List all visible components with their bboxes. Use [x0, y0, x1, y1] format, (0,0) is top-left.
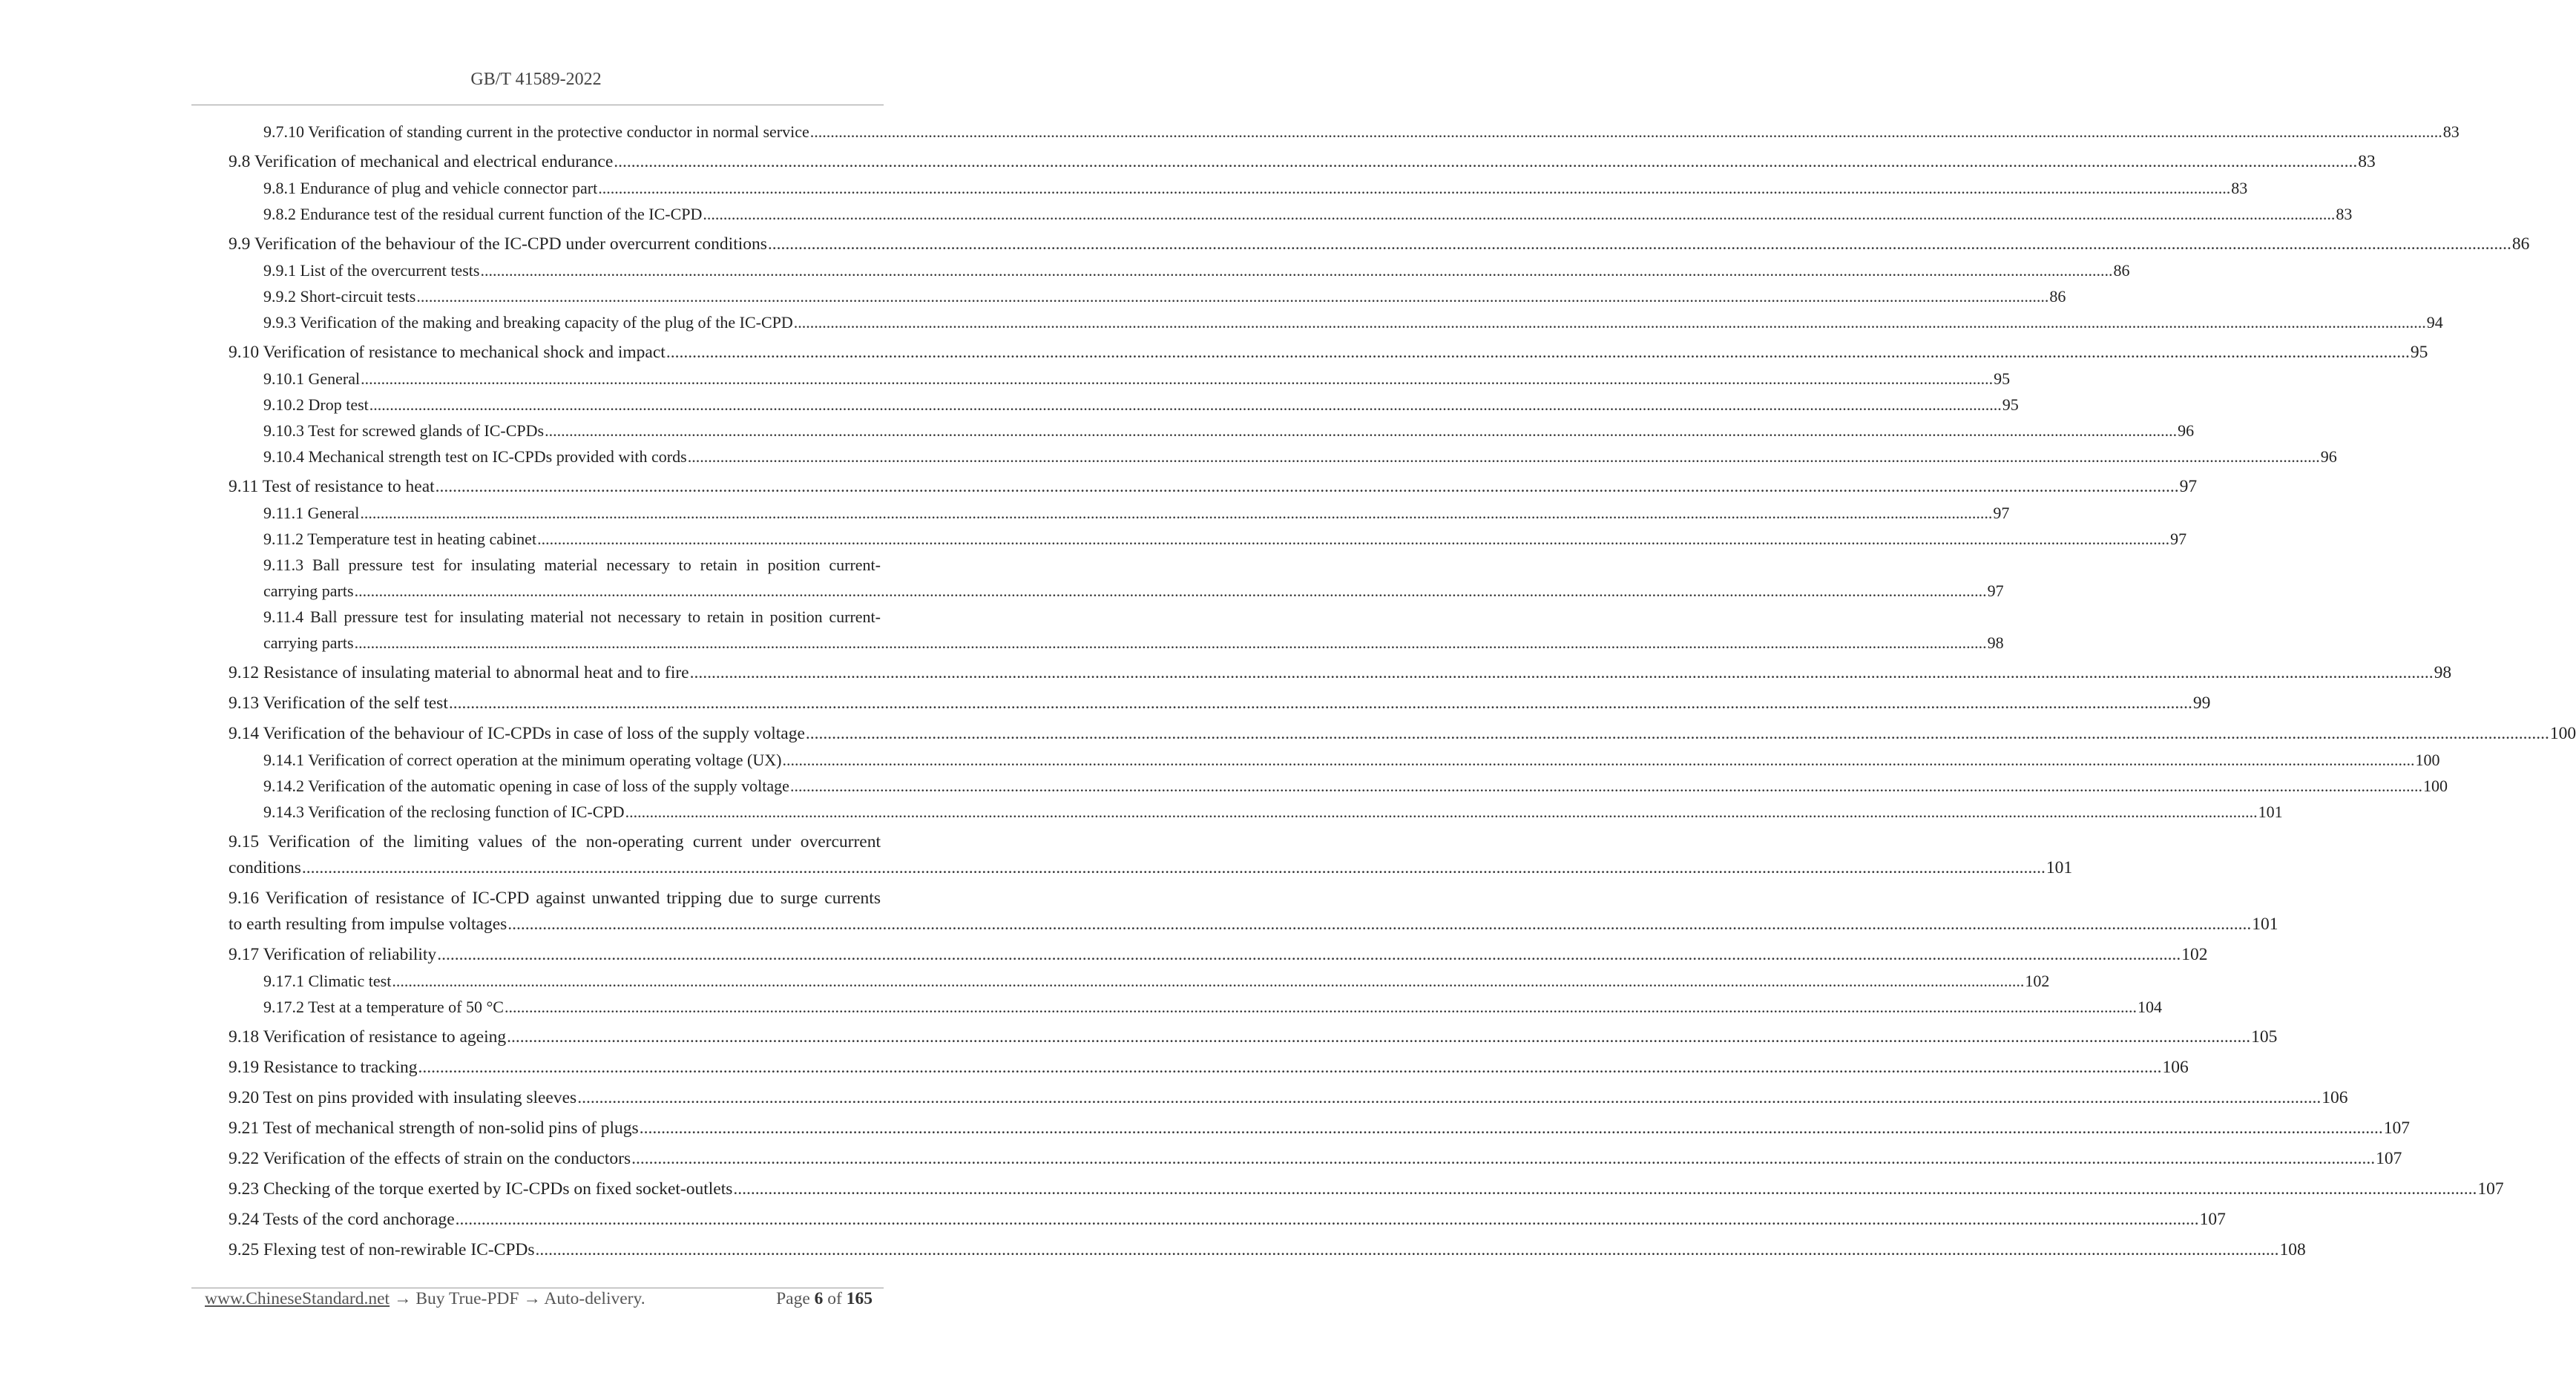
toc-dot-leader: ................................................................................................................................................................................................................................................................................................................................................................................................................ — [437, 945, 2181, 964]
toc-entry[interactable] — [229, 912, 2278, 938]
toc-dot-leader: ................................................................................................................................................................................................................................................................................................................................................................................................................ — [809, 122, 2442, 141]
toc-entry-title: 9.13 Verification of the self test — [229, 694, 448, 713]
toc-dot-leader: ................................................................................................................................................................................................................................................................................................................................................................................................................ — [537, 530, 2170, 548]
toc-entry-title: 9.20 Test on pins provided with insulating sleeves — [229, 1088, 577, 1107]
toc-entry-title: 9.21 Test of mechanical strength of non-solid pins of plugs — [229, 1119, 639, 1138]
toc-entry[interactable] — [263, 500, 2010, 526]
toc-entry[interactable] — [229, 1055, 2189, 1081]
toc-dot-leader: ................................................................................................................................................................................................................................................................................................................................................................................................................ — [354, 582, 1987, 600]
toc-dot-leader: ................................................................................................................................................................................................................................................................................................................................................................................................................ — [535, 1240, 2279, 1259]
toc-page-number: 86 — [2049, 287, 2066, 306]
toc-page-number: 83 — [2442, 122, 2460, 141]
toc-entry[interactable] — [229, 855, 2073, 881]
toc-entry[interactable] — [229, 1176, 2504, 1202]
toc-page-number: 102 — [2181, 945, 2208, 964]
toc-entry-title: 9.9.1 List of the overcurrent tests — [263, 261, 480, 280]
toc-page-number: 106 — [2322, 1088, 2348, 1107]
toc-dot-leader: ................................................................................................................................................................................................................................................................................................................................................................................................................ — [805, 724, 2549, 743]
toc-dot-leader: ................................................................................................................................................................................................................................................................................................................................................................................................................ — [480, 261, 2113, 280]
toc-dot-leader: ................................................................................................................................................................................................................................................................................................................................................................................................................ — [703, 205, 2336, 223]
toc-entry-title: 9.10 Verification of resistance to mechanical shock and impact — [229, 343, 666, 362]
toc-dot-leader: ................................................................................................................................................................................................................................................................................................................................................................................................................ — [689, 663, 2434, 682]
toc-dot-leader: ................................................................................................................................................................................................................................................................................................................................................................................................................ — [301, 858, 2046, 877]
toc-entry[interactable] — [263, 366, 2011, 392]
toc-entry[interactable] — [229, 1146, 2402, 1172]
toc-dot-leader: ................................................................................................................................................................................................................................................................................................................................................................................................................ — [369, 395, 2002, 414]
toc-entry-title: 9.9.3 Verification of the making and breaking capacity of the plug of the IC-CPD — [263, 313, 793, 332]
toc-entry-title: 9.14.1 Verification of correct operation at the minimum operating voltage (UX) — [263, 751, 782, 769]
toc-dot-leader: ................................................................................................................................................................................................................................................................................................................................................................................................................ — [614, 152, 2358, 171]
toc-entry[interactable] — [229, 1024, 2278, 1050]
toc-entry-title: 9.14 Verification of the behaviour of IC-CPDs in case of loss of the supply voltage — [229, 724, 805, 743]
toc-entry[interactable] — [229, 1207, 2226, 1233]
toc-entry-text-line: 9.11.3 Ball pressure test for insulating material necessary to retain in position current- — [263, 556, 881, 574]
toc-entry-title: 9.25 Flexing test of non-rewirable IC-CPDs — [229, 1240, 535, 1259]
toc-entry[interactable] — [229, 231, 2530, 257]
toc-entry-title: 9.17 Verification of reliability — [229, 945, 437, 964]
toc-entry-title: 9.11 Test of resistance to heat — [229, 477, 435, 496]
toc-entry[interactable] — [263, 747, 2440, 773]
toc-page-number: 100 — [2422, 777, 2448, 795]
toc-dot-leader: ................................................................................................................................................................................................................................................................................................................................................................................................................ — [631, 1149, 2376, 1168]
total-pages-number: 165 — [846, 1289, 873, 1308]
toc-entry-title: 9.19 Resistance to tracking — [229, 1058, 418, 1077]
toc-entry-text-line: 9.16 Verification of resistance of IC-CPD against unwanted tripping due to surge currents — [229, 889, 881, 908]
page-label: Page — [776, 1289, 810, 1308]
toc-page-number: 108 — [2279, 1240, 2306, 1259]
toc-page-number: 97 — [2179, 477, 2198, 496]
toc-page-number: 83 — [2336, 205, 2353, 223]
toc-entry-title: 9.18 Verification of resistance to ageing — [229, 1027, 507, 1047]
toc-entry-text-line: 9.11.4 Ball pressure test for insulating material not necessary to retain in position current- — [263, 607, 881, 626]
toc-entry[interactable] — [229, 660, 2452, 686]
toc-entry-text-line: 9.15 Verification of the limiting values of the non-operating current under overcurrent — [229, 832, 881, 851]
toc-entry-title: 9.9.2 Short-circuit tests — [263, 287, 416, 306]
toc-page-number: 107 — [2383, 1119, 2410, 1138]
toc-entry[interactable] — [229, 149, 2376, 175]
toc-dot-leader: ................................................................................................................................................................................................................................................................................................................................................................................................................ — [767, 234, 2511, 254]
toc-page-number: 102 — [2025, 972, 2050, 990]
toc-page-number: 107 — [2477, 1179, 2504, 1199]
toc-entry[interactable] — [263, 968, 2050, 994]
toc-page-number: 86 — [2511, 234, 2530, 254]
toc-dot-leader: ................................................................................................................................................................................................................................................................................................................................................................................................................ — [360, 504, 1993, 522]
toc-page-number: 106 — [2162, 1058, 2189, 1077]
toc-entry[interactable] — [263, 994, 2162, 1020]
document-number: GB/T 41589-2022 — [470, 70, 602, 89]
toc-entry-title: 9.11.2 Temperature test in heating cabinet — [263, 530, 537, 548]
toc-entry-title: 9.10.1 General — [263, 369, 361, 388]
toc-entry[interactable] — [229, 691, 2211, 716]
toc-page-number: 97 — [1987, 582, 2004, 600]
toc-page-number: 101 — [2258, 803, 2283, 821]
toc-page-number: 96 — [2178, 421, 2195, 440]
toc-dot-leader: ................................................................................................................................................................................................................................................................................................................................................................................................................ — [687, 447, 2320, 466]
toc-page-number: 94 — [2426, 313, 2443, 332]
buy-pdf-text: Buy True-PDF — [415, 1289, 519, 1308]
toc-entry-title: 9.10.3 Test for screwed glands of IC-CPDs — [263, 421, 545, 440]
toc-entry-title: 9.22 Verification of the effects of strain on the conductors — [229, 1149, 631, 1168]
toc-entry-title: 9.14.3 Verification of the reclosing function of IC-CPD — [263, 803, 625, 821]
toc-page-number: 83 — [2358, 152, 2376, 171]
toc-entry[interactable] — [263, 283, 2066, 309]
toc-page-number: 95 — [2002, 395, 2019, 414]
toc-dot-leader: ................................................................................................................................................................................................................................................................................................................................................................................................................ — [625, 803, 2258, 821]
toc-entry-title: 9.8 Verification of mechanical and electrical endurance — [229, 152, 614, 171]
toc-dot-leader: ................................................................................................................................................................................................................................................................................................................................................................................................................ — [545, 421, 2178, 440]
toc-entry-title: 9.14.2 Verification of the automatic opening in case of loss of the supply voltage — [263, 777, 789, 795]
toc-page-number: 101 — [2252, 915, 2278, 934]
toc-entry[interactable] — [229, 1237, 2306, 1263]
toc-page-number: 83 — [2231, 179, 2248, 197]
toc-dot-leader: ................................................................................................................................................................................................................................................................................................................................................................................................................ — [666, 343, 2410, 362]
toc-page-number: 95 — [2410, 343, 2428, 362]
toc-entry-title: 9.10.2 Drop test — [263, 395, 369, 414]
page-counter — [776, 1289, 873, 1309]
toc-page-number: 100 — [2415, 751, 2440, 769]
site-link[interactable]: www.ChineseStandard.net — [205, 1289, 390, 1308]
toc-dot-leader: ................................................................................................................................................................................................................................................................................................................................................................................................................ — [789, 777, 2422, 795]
toc-page-number: 100 — [2549, 724, 2576, 743]
toc-entry[interactable] — [229, 340, 2428, 366]
toc-dot-leader: ................................................................................................................................................................................................................................................................................................................................................................................................................ — [361, 369, 1994, 388]
arrow-icon: → — [523, 1289, 541, 1308]
table-of-contents — [229, 119, 2576, 1263]
arrow-icon: → — [393, 1289, 412, 1308]
toc-entry-title: 9.7.10 Verification of standing current in the protective conductor in normal service — [263, 122, 809, 141]
footer-promo — [205, 1289, 645, 1309]
toc-entry-title: 9.10.4 Mechanical strength test on IC-CPDs provided with cords — [263, 447, 687, 466]
toc-entry-title: 9.23 Checking of the torque exerted by IC-CPDs on fixed socket-outlets — [229, 1179, 733, 1199]
toc-dot-leader: ................................................................................................................................................................................................................................................................................................................................................................................................................ — [639, 1119, 2383, 1138]
toc-entry-title: 9.11.1 General — [263, 504, 360, 522]
page-header — [0, 70, 1072, 90]
toc-entry-title: 9.17.1 Climatic test — [263, 972, 392, 990]
toc-page-number: 101 — [2046, 858, 2073, 877]
toc-entry[interactable] — [263, 392, 2019, 418]
toc-dot-leader: ................................................................................................................................................................................................................................................................................................................................................................................................................ — [418, 1058, 2162, 1077]
toc-entry[interactable] — [263, 799, 2283, 825]
current-page-number: 6 — [814, 1289, 824, 1308]
of-label: of — [827, 1289, 842, 1308]
toc-page-number: 107 — [2199, 1210, 2226, 1229]
toc-dot-leader: ................................................................................................................................................................................................................................................................................................................................................................................................................ — [435, 477, 2179, 496]
toc-entry[interactable] — [263, 526, 2187, 552]
page-footer — [205, 1289, 873, 1319]
toc-entry[interactable] — [229, 1116, 2410, 1141]
toc-entry[interactable] — [263, 119, 2460, 145]
toc-entry[interactable] — [263, 773, 2448, 799]
toc-entry[interactable] — [263, 418, 2195, 444]
toc-page-number: 98 — [1987, 633, 2004, 652]
toc-entry[interactable] — [263, 175, 2248, 201]
toc-page-number: 86 — [2113, 261, 2130, 280]
toc-dot-leader: ................................................................................................................................................................................................................................................................................................................................................................................................................ — [504, 998, 2137, 1016]
toc-dot-leader: ................................................................................................................................................................................................................................................................................................................................................................................................................ — [392, 972, 2025, 990]
toc-page-number: 96 — [2320, 447, 2337, 466]
toc-dot-leader: ................................................................................................................................................................................................................................................................................................................................................................................................................ — [354, 633, 1987, 652]
toc-entry-title: 9.9 Verification of the behaviour of the IC-CPD under overcurrent conditions — [229, 234, 767, 254]
toc-entry[interactable] — [263, 309, 2443, 335]
toc-entry-title: 9.17.2 Test at a temperature of 50 °C — [263, 998, 504, 1016]
toc-entry[interactable] — [229, 942, 2208, 968]
toc-entry[interactable] — [229, 1085, 2348, 1111]
toc-entry-title: conditions — [229, 858, 301, 877]
toc-dot-leader: ................................................................................................................................................................................................................................................................................................................................................................................................................ — [793, 313, 2426, 332]
toc-dot-leader: ................................................................................................................................................................................................................................................................................................................................................................................................................ — [455, 1210, 2199, 1229]
toc-dot-leader: ................................................................................................................................................................................................................................................................................................................................................................................................................ — [507, 1027, 2251, 1047]
toc-dot-leader: ................................................................................................................................................................................................................................................................................................................................................................................................................ — [416, 287, 2049, 306]
delivery-text: Auto-delivery. — [544, 1289, 645, 1308]
toc-dot-leader: ................................................................................................................................................................................................................................................................................................................................................................................................................ — [733, 1179, 2477, 1199]
toc-entry[interactable] — [229, 721, 2576, 747]
toc-entry-title: 9.8.2 Endurance test of the residual current function of the IC-CPD — [263, 205, 703, 223]
toc-entry-title: 9.12 Resistance of insulating material to abnormal heat and to fire — [229, 663, 689, 682]
toc-entry[interactable] — [263, 257, 2130, 283]
toc-page-number: 99 — [2192, 694, 2211, 713]
toc-dot-leader: ................................................................................................................................................................................................................................................................................................................................................................................................................ — [577, 1088, 2322, 1107]
toc-entry-title: to earth resulting from impulse voltages — [229, 915, 507, 934]
toc-page-number: 97 — [2170, 530, 2187, 548]
toc-dot-leader: ................................................................................................................................................................................................................................................................................................................................................................................................................ — [448, 694, 2192, 713]
toc-dot-leader: ................................................................................................................................................................................................................................................................................................................................................................................................................ — [507, 915, 2252, 934]
toc-entry[interactable] — [263, 578, 2004, 604]
toc-dot-leader: ................................................................................................................................................................................................................................................................................................................................................................................................................ — [782, 751, 2415, 769]
toc-page-number: 95 — [1994, 369, 2011, 388]
toc-entry-title: 9.24 Tests of the cord anchorage — [229, 1210, 455, 1229]
toc-entry[interactable] — [263, 201, 2353, 227]
toc-entry-title: carrying parts — [263, 633, 354, 652]
toc-page-number: 97 — [1993, 504, 2010, 522]
toc-entry-title: carrying parts — [263, 582, 354, 600]
toc-page-number: 104 — [2137, 998, 2162, 1016]
toc-entry[interactable] — [263, 630, 2004, 656]
toc-entry[interactable] — [229, 474, 2198, 500]
toc-entry[interactable] — [263, 444, 2337, 470]
toc-page-number: 98 — [2434, 663, 2452, 682]
toc-page-number: 107 — [2376, 1149, 2402, 1168]
toc-page-number: 105 — [2251, 1027, 2278, 1047]
toc-dot-leader: ................................................................................................................................................................................................................................................................................................................................................................................................................ — [598, 179, 2231, 197]
toc-entry-title: 9.8.1 Endurance of plug and vehicle connector part — [263, 179, 598, 197]
